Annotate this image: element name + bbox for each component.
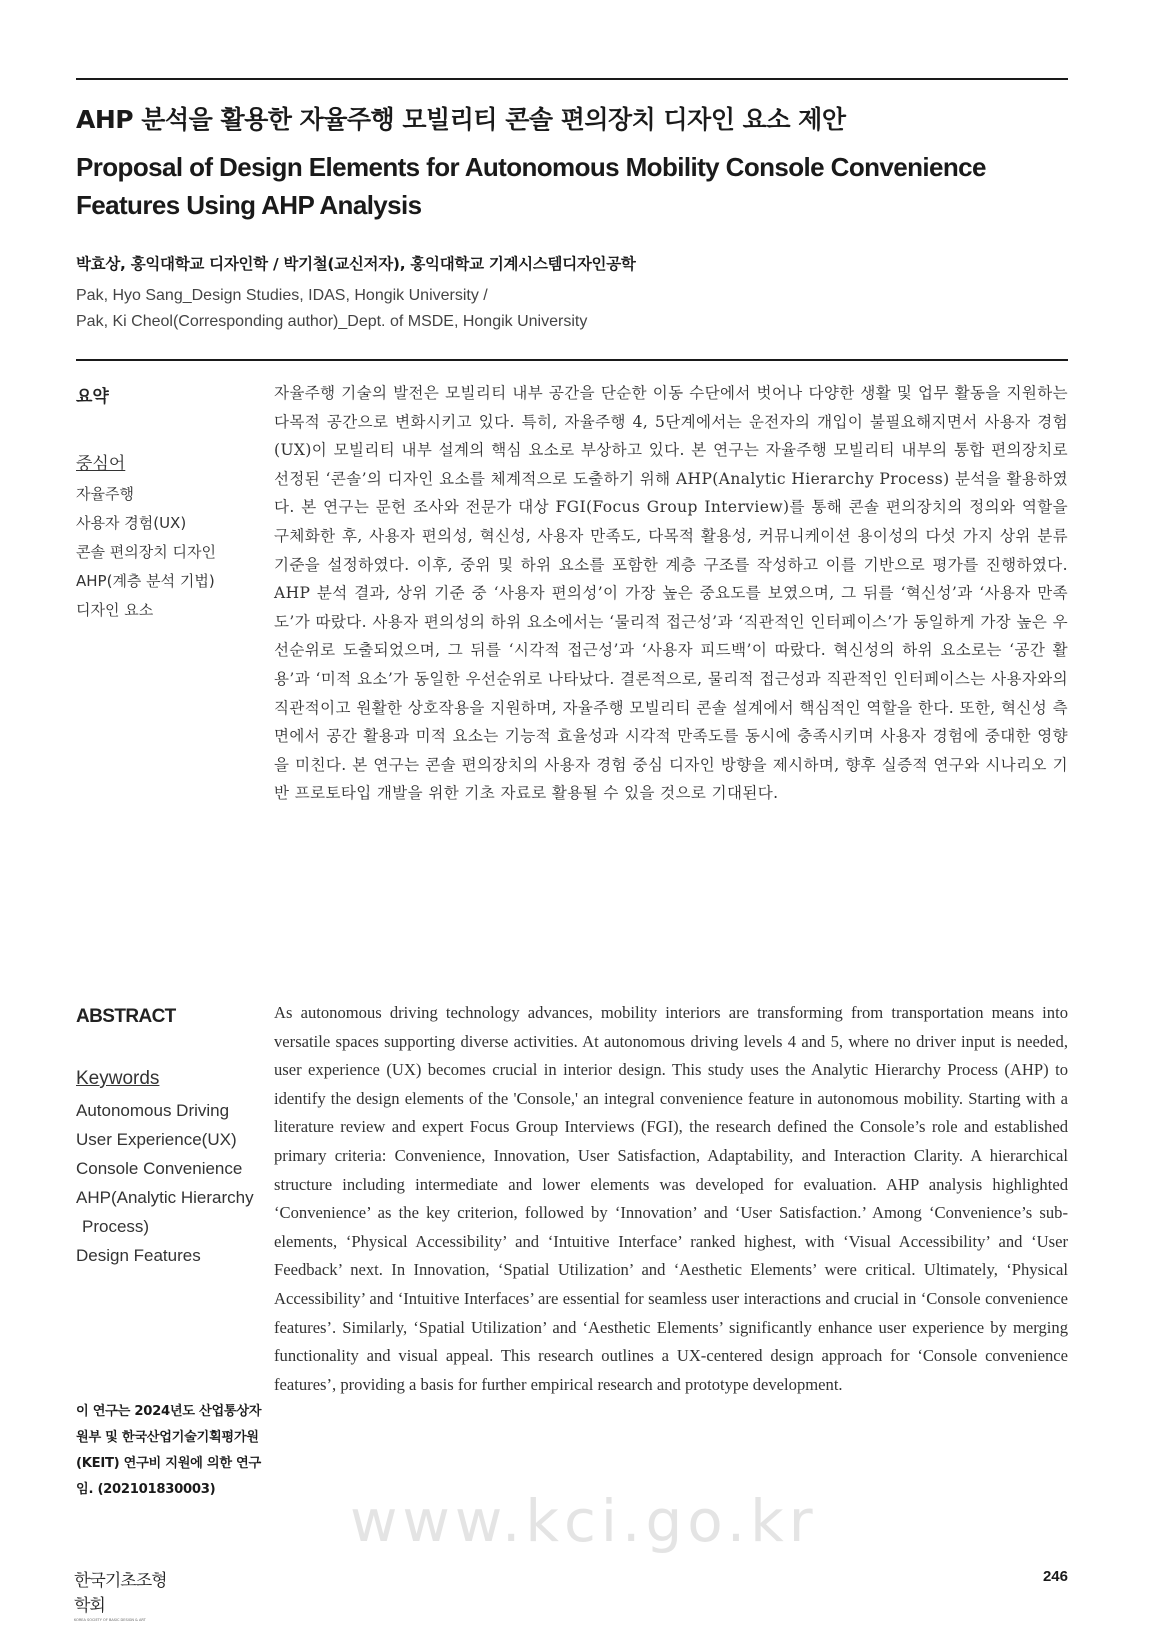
authors-english-line1: Pak, Hyo Sang_Design Studies, IDAS, Hongik University / (76, 287, 488, 304)
funding-note: 이 연구는 2024년도 산업통상자원부 및 한국산업기술기획평가원(KEIT) 연구비 지원에 의한 연구임. (202101830003) (76, 1404, 262, 1497)
english-abstract-heading: ABSTRACT (76, 1006, 176, 1027)
keyword-item: 사용자 경험(UX) (76, 514, 187, 532)
english-keywords-list (76, 1096, 266, 1270)
keyword-item: Process) (82, 1217, 150, 1236)
top-rule (76, 78, 1068, 80)
logo-text: 한국기초조형학회 (74, 1571, 167, 1616)
keyword-item: AHP(Analytic Hierarchy (76, 1188, 254, 1207)
english-sidebar (76, 1006, 266, 1270)
watermark: www.kci.go.kr (350, 1487, 818, 1555)
title-block (76, 100, 1068, 224)
authors-korean: 박효상, 홍익대학교 디자인학 / 박기철(교신저자), 홍익대학교 기계시스템디자인공학 (76, 255, 636, 273)
keyword-item: Console Convenience (76, 1159, 243, 1178)
title-english: Proposal of Design Elements for Autonomous Mobility Console Convenience Features Using AHP Analysis (76, 152, 986, 220)
page-number: 246 (1042, 1568, 1068, 1585)
english-abstract-body: As autonomous driving technology advances, mobility interiors are transforming from transportation means into versatile spaces supporting diverse activities. At autonomous driving levels 4 and 5, where no driver input is needed, user experience (UX) becomes crucial in interior design. This study uses the Analytic Hierarchy Process (AHP) to identify the design elements of the 'Console,' an integral convenience feature in autonomous mobility. Starting with a literature review and expert Focus Group Interviews (FGI), the research defined the Console’s role and established primary criteria: Convenience, Innovation, User Satisfaction, Adaptability, and Interaction Clarity. A hierarchical structure including intermediate and lower elements was developed for evaluation. AHP analysis highlighted ‘Convenience’ as the key criterion, followed by ‘Innovation’ and ‘User Satisfaction.’ Among ‘Convenience’s sub-elements, ‘Physical Accessibility’ and ‘Intuitive Interface’ ranked highest, with ‘Visual Accessibility’ and ‘User Feedback’ next. In Innovation, ‘Spatial Utilization’ and ‘Aesthetic Elements’ were critical. Ultimately, ‘Physical Accessibility’ and ‘Intuitive Interfaces’ are essential for seamless user interactions and crucial in ‘Console convenience features’. Similarly, ‘Spatial Utilization’ and ‘Aesthetic Elements’ significantly enhance user experience by merging functionality and visual appeal. This research outlines a UX-centered design approach for ‘Console convenience features’, providing a basis for further empirical research and prototype development. (274, 1003, 1068, 1394)
english-keywords-title: Keywords (76, 1068, 160, 1089)
keyword-item: Design Features (76, 1246, 201, 1265)
keyword-item: AHP(계층 분석 기법) (76, 572, 215, 590)
section-rule (76, 359, 1068, 361)
keyword-item: 디자인 요소 (76, 601, 154, 619)
logo-subtext: KOREA SOCIETY OF BASIC DESIGN & ART (74, 1618, 146, 1622)
authors-block (76, 252, 1068, 335)
korean-keywords-title: 중심어 (76, 454, 126, 474)
korean-abstract-body: 자율주행 기술의 발전은 모빌리티 내부 공간을 단순한 이동 수단에서 벗어나 다양한 생활 및 업무 활동을 지원하는 다목적 공간으로 변화시키고 있다. 특히, 자율주행 4, 5단계에서는 운전자의 개입이 불필요해지면서 사용자 경험(UX)이 모빌리티 내부 설계의 핵심 요소로 부상하고 있다. 본 연구는 자율주행 모빌리티 내부의 통합 편의장치로 선정된 ‘콘솔’의 디자인 요소를 체계적으로 도출하기 위해 AHP(Analytic Hierarchy Process) 분석을 활용하였다. 본 연구는 문헌 조사와 전문가 대상 FGI(Focus Group Interview)를 통해 콘솔 편의장치의 정의와 역할을 구체화한 후, 사용자 편의성, 혁신성, 사용자 만족도, 다목적 활용성, 커뮤니케이션 용이성의 다섯 가지 상위 분류 기준을 설정하였다. 이후, 중위 및 하위 요소를 포함한 계층 구조를 작성하고 이를 기반으로 평가를 진행하였다. AHP 분석 결과, 상위 기준 중 ‘사용자 편의성’이 가장 높은 중요도를 보였으며, 그 뒤를 ‘혁신성’과 ‘사용자 만족도’가 따랐다. 사용자 편의성의 하위 요소에서는 ‘물리적 접근성’과 ‘직관적인 인터페이스’가 동일하게 가장 높은 우선순위로 도출되었으며, 그 뒤를 ‘시각적 접근성’과 ‘사용자 피드백’이 따랐다. 혁신성의 하위 요소로는 ‘공간 활용’과 ‘미적 요소’가 동일한 우선순위로 나타났다. 결론적으로, 물리적 접근성과 직관적인 인터페이스는 사용자와의 직관적이고 원활한 상호작용을 지원하며, 자율주행 모빌리티 콘솔 설계에서 핵심적인 역할을 한다. 또한, 혁신성 측면에서 공간 활용과 미적 요소는 기능적 효율성과 시각적 만족도를 동시에 충족시키며 사용자 경험에 중대한 영향을 미친다. 본 연구는 콘솔 편의장치의 사용자 경험 중심 디자인 방향을 제시하며, 향후 실증적 연구와 시나리오 기반 프로토타입 개발을 위한 기초 자료로 활용될 수 있을 것으로 기대된다. (274, 384, 1068, 803)
korean-keywords-list (76, 480, 266, 625)
society-logo (74, 1566, 174, 1622)
keyword-item: 자율주행 (76, 485, 134, 503)
keyword-item: User Experience(UX) (76, 1130, 237, 1149)
korean-abstract-heading: 요약 (76, 387, 109, 407)
authors-english-line2: Pak, Ki Cheol(Corresponding author)_Dept. of MSDE, Hongik University (76, 313, 588, 330)
keyword-item: 콘솔 편의장치 디자인 (76, 543, 216, 561)
keyword-item: Autonomous Driving (76, 1101, 230, 1120)
korean-sidebar (76, 382, 266, 625)
title-korean: AHP 분석을 활용한 자율주행 모빌리티 콘솔 편의장치 디자인 요소 제안 (76, 105, 846, 134)
